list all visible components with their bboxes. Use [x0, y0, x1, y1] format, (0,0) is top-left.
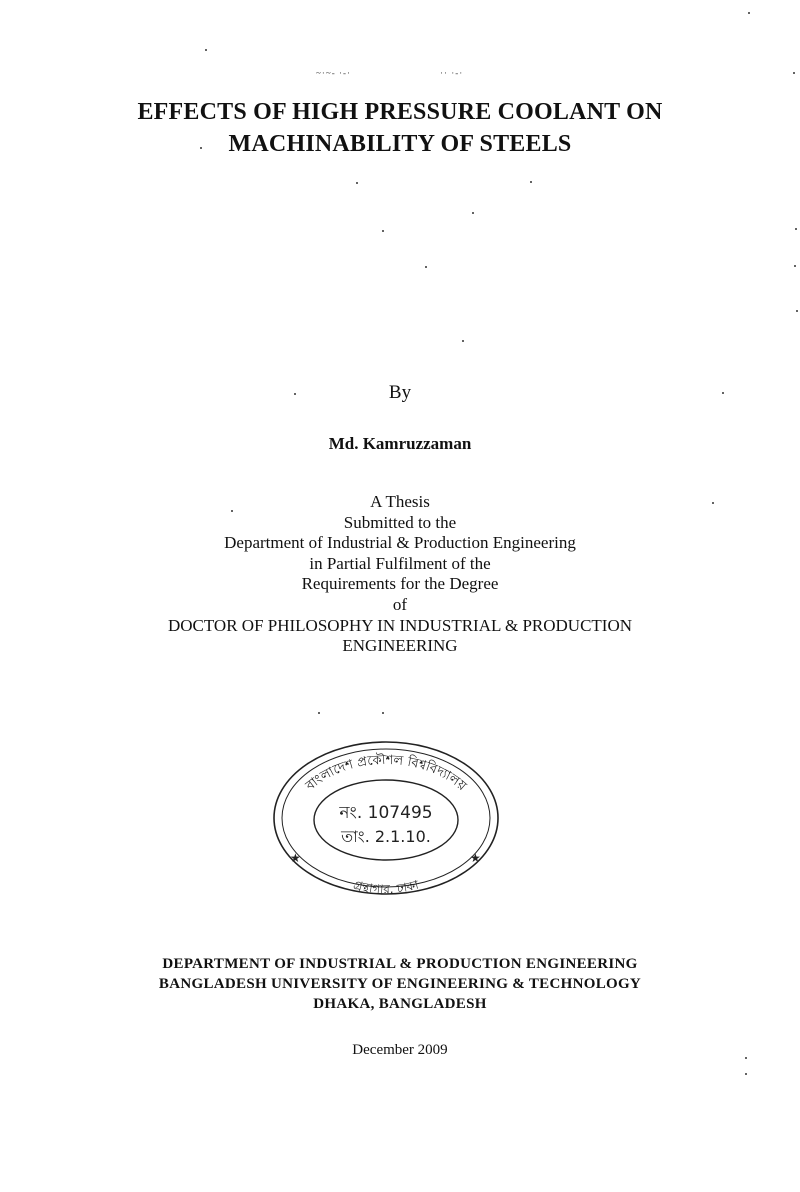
stamp-lower-text: গ্রন্থাগার, ঢাকা	[351, 877, 420, 897]
scan-speck	[745, 1073, 747, 1075]
scan-speck	[794, 265, 796, 267]
thesis-statement	[0, 492, 800, 657]
department-line: DEPARTMENT OF INDUSTRIAL & PRODUCTION ENGINEERING	[162, 956, 638, 972]
department-line: DHAKA, BANGLADESH	[313, 996, 487, 1012]
scan-speck	[795, 228, 797, 230]
scan-speck	[530, 181, 532, 183]
star-icon: ★	[470, 851, 481, 865]
scan-speck	[382, 230, 384, 232]
scan-speck	[472, 212, 474, 214]
author-name: Md. Kamruzzaman	[328, 434, 472, 453]
faint-scribble: ~·~- ·-·	[316, 68, 351, 78]
thesis-line: ENGINEERING	[342, 636, 458, 656]
scan-speck	[205, 49, 207, 51]
scan-speck	[318, 712, 320, 714]
thesis-line: Department of Industrial & Production Engineering	[224, 533, 576, 553]
thesis-line: DOCTOR OF PHILOSOPHY IN INDUSTRIAL & PRODUCTION	[167, 615, 633, 635]
department-line: BANGLADESH UNIVERSITY OF ENGINEERING & TECHNOLOGY	[158, 976, 642, 992]
thesis-line: A Thesis	[370, 492, 430, 511]
thesis-line: of	[392, 594, 408, 614]
department-block	[0, 954, 800, 1014]
thesis-line: Requirements for the Degree	[301, 574, 499, 594]
star-icon: ★	[290, 851, 301, 865]
thesis-title	[0, 96, 800, 160]
faint-scribble: ·· ·-·	[440, 68, 464, 78]
scan-speck	[425, 266, 427, 268]
title-line: EFFECTS OF HIGH PRESSURE COOLANT ON	[137, 99, 663, 125]
scan-speck	[796, 310, 798, 312]
library-stamp	[270, 738, 502, 898]
stamp-accession-number: নং. 107495	[339, 803, 433, 823]
scan-speck	[382, 712, 384, 714]
scan-speck	[748, 12, 750, 14]
scan-speck	[793, 72, 795, 74]
scan-speck	[462, 340, 464, 342]
thesis-line: Submitted to the	[343, 512, 457, 532]
title-line: MACHINABILITY OF STEELS	[228, 131, 572, 157]
thesis-line: in Partial Fulfilment of the	[309, 553, 491, 573]
by-label: By	[388, 382, 412, 403]
submission-date: December 2009	[352, 1042, 448, 1058]
stamp-date: তাং. 2.1.10.	[341, 827, 431, 846]
scan-speck	[356, 182, 358, 184]
stamp-outer-text: বাংলাদেশ প্রকৌশল বিশ্ববিদ্যালয়	[303, 752, 470, 795]
